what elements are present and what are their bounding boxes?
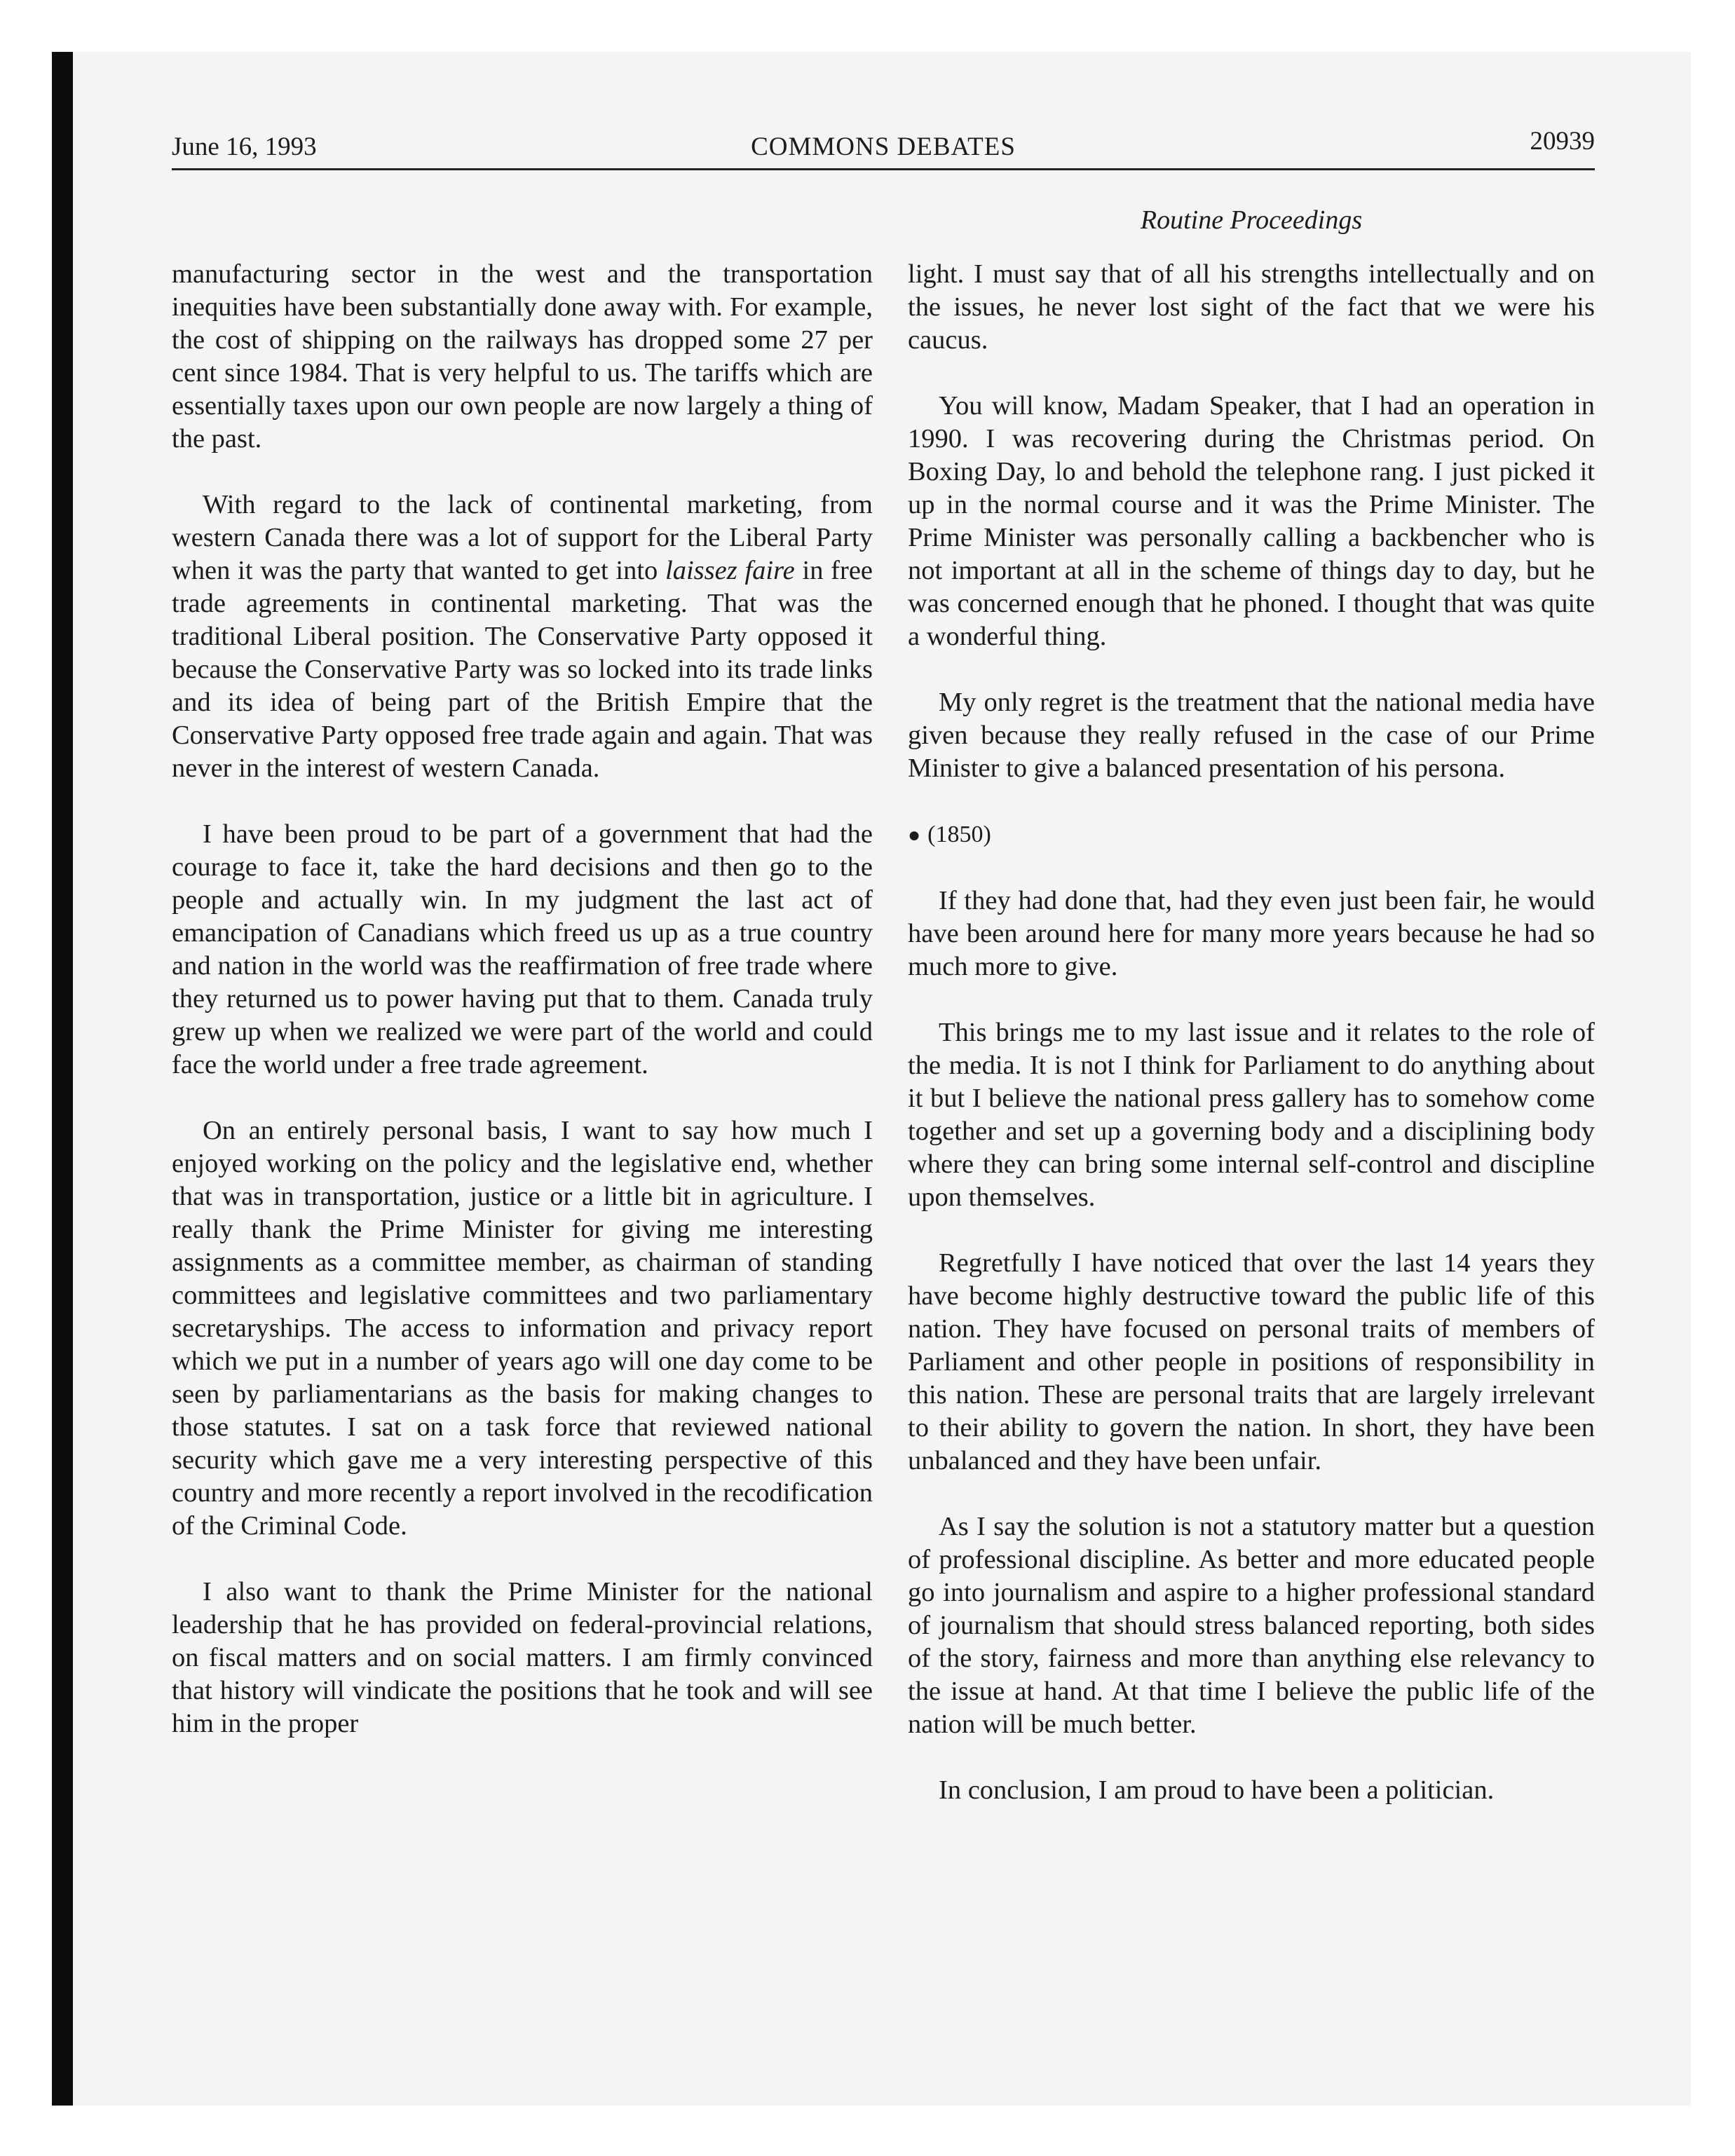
- page-number: 20939: [1530, 127, 1595, 156]
- paragraph: In conclusion, I am proud to have been a politician.: [939, 1775, 1495, 1805]
- binding-edge: [52, 52, 73, 2106]
- paragraph: On an entirely personal basis, I want to say how much I enjoyed working on the policy and the legislative end, whether that was in transportation, justice or a little bit in agriculture. I really thank the Prime Minister for giving me interesting assignments as a committee member, as chairman of standing committees and legislative committees and two parliamentary secretaryships. The access to information and privacy report which we put in a number of years ago will one day come to be seen by parliamentarians as the basis for making changes to those statutes. I sat on a task force that reviewed national security which gave me a very interesting perspective of this country and more recently a report involved in the recodification of the Criminal Code.: [172, 1116, 873, 1541]
- paragraph: I also want to thank the Prime Minister for the national leadership that he has provided on federal-provincial relations, on fiscal matters and on social matters. I am firmly convinced that history will vindicate the positions that he took and will see him in the proper: [172, 1577, 873, 1738]
- paragraph: My only regret is the treatment that the national media have given because they really refused in the case of our Prime Minister to give a balanced presentation of his persona.: [908, 688, 1595, 783]
- page-header: [172, 125, 1595, 174]
- section-title: Routine Proceedings: [1140, 205, 1363, 235]
- header-title: COMMONS DEBATES: [751, 132, 1016, 161]
- paragraph: You will know, Madam Speaker, that I had an operation in 1990. I was recovering during the Christmas period. On Boxing Day, lo and behold the telephone rang. I just picked it up in the normal course and it was the Prime Minister. The Prime Minister was personally calling a backbencher who is not important at all in the scheme of things day to day, but he was concerned enough that he phoned. I thought that was quite a wonderful thing.: [908, 391, 1595, 651]
- italic-term: laissez faire: [665, 556, 795, 585]
- header-date: June 16, 1993: [172, 132, 317, 161]
- right-column: [908, 258, 1595, 1807]
- paragraph: light. I must say that of all his strengths intellectually and on the issues, he never lost sight of the fact that we were his caucus.: [908, 259, 1595, 355]
- paragraph: As I say the solution is not a statutory matter but a question of professional discipline. As better and more educated people go into journalism and aspire to a higher professional standard of journalism that should stress balanced reporting, both sides of the story, fairness and more than anything else relevancy to the issue at hand. At that time I believe the public life of the nation will be much better.: [908, 1512, 1595, 1739]
- paragraph: I have been proud to be part of a government that had the courage to face it, take the hard decisions and then go to the people and actually win. In my judgment the last act of emancipation of Canadians which freed us up as a true country and nation in the world was the reaffirmation of free trade where they returned us to power having put that to them. Canada truly grew up when we realized we were part of the world and could face the world under a free trade agreement.: [172, 819, 873, 1079]
- paragraph: With regard to the lack of continental marketing, from western Canada there was a lot of support for the Liberal Party when it was the party that wanted to get into laissez faire in free trade agreements in continental marketing. That was the traditional Liberal position. The Conservative Party opposed it because the Conservative Party was so locked into its trade links and its idea of being part of the British Empire that the Conservative Party opposed free trade again and again. That was never in the interest of western Canada.: [172, 490, 873, 783]
- timestamp-marker: [908, 818, 1595, 852]
- bullet-icon: ●: [908, 824, 921, 847]
- paragraph: This brings me to my last issue and it relates to the role of the media. It is not I think for Parliament to do anything about it but I believe the national press gallery has to somehow come together and set up a governing body and a disciplining body where they can bring some internal self-control and discipline upon themselves.: [908, 1018, 1595, 1212]
- paragraph: manufacturing sector in the west and the transportation inequities have been substantially done away with. For example, the cost of shipping on the railways has dropped some 27 per cent since 1984. That is very helpful to us. The tariffs which are essentially taxes upon our own people are now largely a thing of the past.: [172, 259, 873, 453]
- header-rule: [172, 168, 1595, 170]
- timestamp: (1850): [927, 821, 991, 847]
- paragraph: If they had done that, had they even just been fair, he would have been around here for many more years because he had so much more to give.: [908, 886, 1595, 981]
- left-column: [172, 258, 873, 1740]
- paragraph: Regretfully I have noticed that over the last 14 years they have become highly destructive toward the public life of this nation. They have focused on personal traits of members of Parliament and other people in positions of responsibility in this nation. These are personal traits that are largely irrelevant to their ability to govern the nation. In short, they have been unbalanced and they have been unfair.: [908, 1248, 1595, 1475]
